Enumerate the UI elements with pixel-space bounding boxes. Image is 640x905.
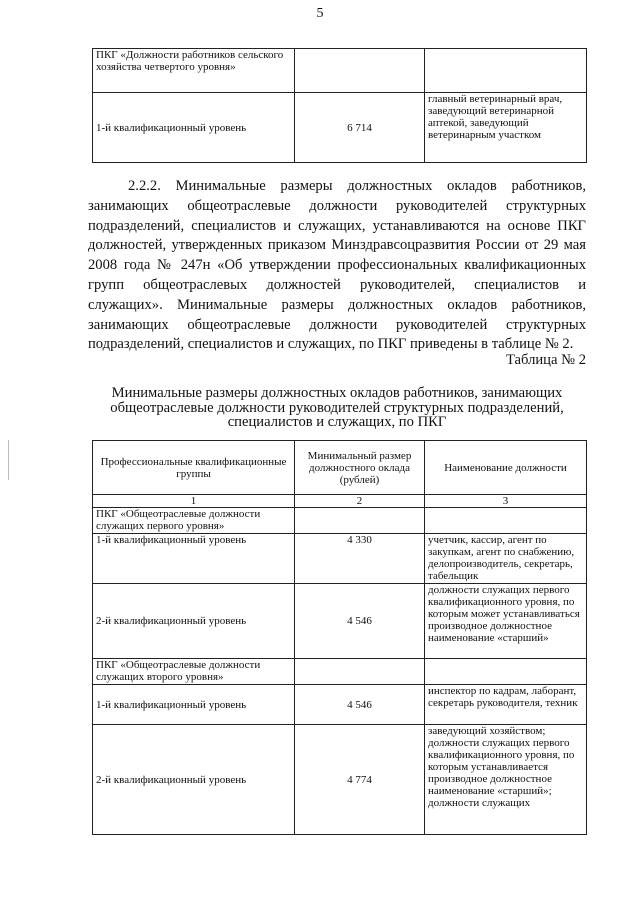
table-row [93, 725, 587, 835]
page-number: 5 [316, 6, 324, 21]
positions-cell: заведующий хозяйством; должности служащих первого квалификационного уровня, по которым устанавливается производное должностное наименование «старший»; должности служащих [425, 725, 587, 835]
salary-cell: 4 546 [295, 685, 425, 725]
table-row [93, 93, 587, 163]
column-number-row [93, 495, 587, 508]
salary-cell: 6 714 [295, 93, 425, 163]
margin-mark [8, 440, 9, 480]
salary-table-continuation [92, 48, 587, 163]
column-number: 3 [425, 495, 587, 508]
positions-cell [425, 49, 587, 93]
positions-cell: учетчик, кассир, агент по закупкам, агент по снабжению, делопроизводитель, секретарь, табельщик [425, 534, 587, 584]
positions-cell [425, 659, 587, 685]
salary-cell [295, 659, 425, 685]
table-row [93, 584, 587, 659]
salary-cell: 4 546 [295, 584, 425, 659]
qualification-level-cell: 2-й квалификационный уровень [93, 725, 295, 835]
table-row [93, 534, 587, 584]
qualification-group-cell: ПКГ «Должности работников сельского хозяйства четвертого уровня» [93, 49, 295, 93]
positions-cell: инспектор по кадрам, лаборант, секретарь руководителя, техник [425, 685, 587, 725]
qualification-level-cell: 2-й квалификационный уровень [93, 584, 295, 659]
table-label: Таблица № 2 [506, 352, 586, 368]
header-group: Профессиональные квалификационные группы [93, 441, 295, 495]
qualification-level-cell: 1-й квалификационный уровень [93, 685, 295, 725]
table-row [93, 659, 587, 685]
table-title: Минимальные размеры должностных окладов работников, занимающих общеотраслевые должности руководителей структурных подразделений, специалистов и служащих, по ПКГ [110, 385, 564, 431]
positions-cell: главный ветеринарный врач, заведующий ветеринарной аптекой, заведующий ветеринарным участком [425, 93, 587, 163]
qualification-level-cell: 1-й квалификационный уровень [93, 93, 295, 163]
salary-table-2 [92, 440, 587, 835]
column-number: 1 [93, 495, 295, 508]
header-row [93, 441, 587, 495]
header-salary: Минимальный размер должностного оклада (рублей) [295, 441, 425, 495]
salary-cell: 4 774 [295, 725, 425, 835]
table-row [93, 49, 587, 93]
salary-cell: 4 330 [295, 534, 425, 584]
qualification-group-cell: ПКГ «Общеотраслевые должности служащих второго уровня» [93, 659, 295, 685]
salary-cell [295, 508, 425, 534]
table-row [93, 685, 587, 725]
paragraph-2-2-2: 2.2.2. Минимальные размеры должностных окладов работников, занимающих общеотраслевые должности руководителей структурных подразделений, специалистов и служащих, устанавливаются на основе ПКГ должностей, утвержденных приказом Минздравсоцразвития России от 29 мая 2008 года № 247н «Об утверждении профессиональных квалификационных групп общеотраслевых должностей руководителей, специалистов и служащих». Минимальные размеры должностных окладов работников, занимающих общеотраслевые должности руководителей структурных подразделений, специалистов и служащих, по ПКГ приведены в таблице № 2. [88, 178, 586, 353]
header-positions: Наименование должности [425, 441, 587, 495]
table-row [93, 508, 587, 534]
qualification-level-cell: 1-й квалификационный уровень [93, 534, 295, 584]
column-number: 2 [295, 495, 425, 508]
qualification-group-cell: ПКГ «Общеотраслевые должности служащих первого уровня» [93, 508, 295, 534]
salary-cell [295, 49, 425, 93]
positions-cell [425, 508, 587, 534]
positions-cell: должности служащих первого квалификационного уровня, по которым может устанавливаться производное должностное наименование «старший» [425, 584, 587, 659]
